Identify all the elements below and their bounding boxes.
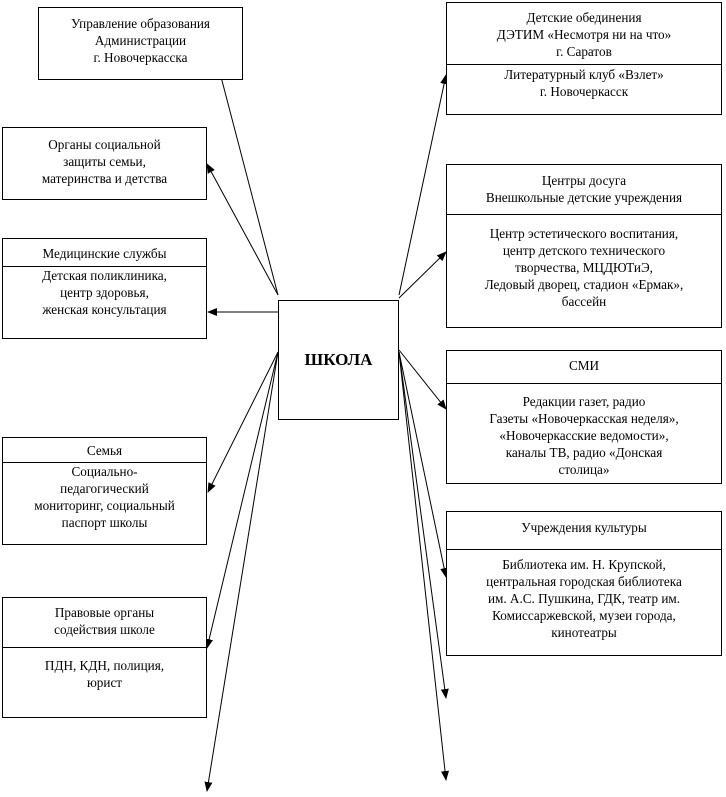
education-admin-box <box>38 7 243 80</box>
legal-bodies-box <box>2 597 207 718</box>
leisure-centers-body: Центр эстетического воспитания, центр детского технического творчества, МЦДЮТиЭ, Ледовый дворец, стадион «Ермак», бассейн <box>447 214 721 310</box>
arrow-to-bottom-left <box>207 352 278 791</box>
family-box <box>2 437 207 545</box>
leisure-centers-title: Центры досуга Внешкольные детские учреждения <box>485 173 683 205</box>
media-box <box>446 350 722 484</box>
social-protection-box <box>2 127 207 200</box>
arrow-to-bottom-right-1 <box>399 352 446 698</box>
arrow-to-legal <box>207 352 278 648</box>
medical-services-title: Медицинские службы <box>42 246 167 261</box>
arrow-to-leisure <box>399 252 446 298</box>
school-node <box>278 300 399 420</box>
culture-institutions-title: Учреждения культуры <box>521 520 647 535</box>
arrow-to-media <box>399 350 446 409</box>
arrow-to-family <box>208 352 278 492</box>
arrow-to-bottom-right-2 <box>399 352 446 780</box>
media-title: СМИ <box>568 358 600 373</box>
family-body: Социально- педагогический мониторинг, социальный паспорт школы <box>3 462 206 531</box>
medical-services-box <box>2 238 207 339</box>
medical-services-body: Детская поликлиника, центр здоровья, женская консультация <box>3 266 206 318</box>
media-body: Редакции газет, радио Газеты «Новочеркасская неделя», «Новочеркасские ведомости», каналы ТВ, радио «Донская столица» <box>447 383 721 478</box>
arrow-to-children-orgs <box>399 75 446 295</box>
arrow-to-culture <box>399 352 446 577</box>
education-admin-label: Управление образования Администрации г. Новочеркасска <box>71 16 210 65</box>
arrow-to-social <box>207 164 278 295</box>
family-title: Семья <box>86 443 123 458</box>
legal-bodies-body: ПДН, КДН, полиция, юрист <box>3 647 206 691</box>
children-associations-title: Детские обединения ДЭТИМ «Несмотря ни на что» г. Саратов <box>496 10 672 59</box>
school-label: ШКОЛА <box>304 350 373 369</box>
leisure-centers-box <box>446 164 722 328</box>
culture-institutions-box <box>446 511 722 656</box>
children-associations-box <box>446 2 722 115</box>
legal-bodies-title: Правовые органы содействия школе <box>54 605 155 637</box>
culture-institutions-body: Библиотека им. Н. Крупской, центральная городская библиотека им. А.С. Пушкина, ГДК, театр им. Комиссаржевской, музеи города, кинотеатры <box>447 549 721 641</box>
social-protection-label: Органы социальной защиты семьи, материнства и детства <box>41 137 168 186</box>
children-associations-body: Литературный клуб «Взлет» г. Новочеркасск <box>447 64 721 100</box>
